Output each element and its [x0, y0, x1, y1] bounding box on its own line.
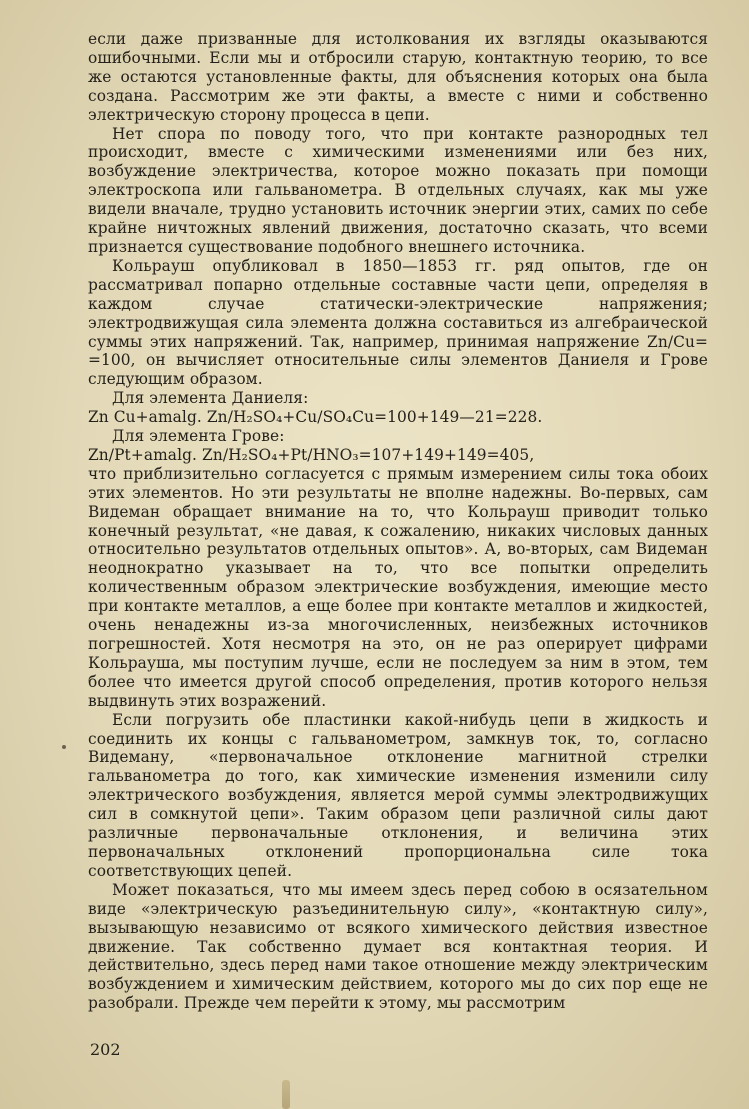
page-number: 202: [90, 1040, 121, 1059]
paragraph-6: Может показаться, что мы имеем здесь перед собою в осязательном виде «электрическую разъединительную силу», «контактную силу», вызывающую независимо от всякого химического действия известное движение. Так собственно думает вся контактная теория. И действительно, здесь перед нами такое отношение между электрическим возбуждением и химическим действием, которого мы до сих пор еще не разобрали. Прежде чем перейти к этому, мы рассмотрим: [88, 880, 708, 1013]
paper-tear: [282, 1080, 290, 1109]
margin-dot: [62, 745, 66, 749]
formula-label-daniell: Для элемента Даниеля:: [112, 389, 309, 408]
paragraph-3: Кольрауш опубликовал в 1850—1853 гг. ряд опытов, где он рассматривал попарно отдельные составные части цепи, определяя в каждом случае статически-электрические напряжения; электродвижущая сила элемента должна составиться из алгебраической суммы этих напряжений. Так, например, принимая напряжение Zn/Cu= =100, он вычисляет относительные силы элементов Даниеля и Грове следующим образом.: [88, 256, 708, 389]
formula-grove: Zn/Pt+amalg. Zn/H₂SO₄+Pt/HNO₃=107+149+149=405,: [88, 445, 535, 464]
paragraph-1: если даже призванные для истолкования их взгляды оказываются ошибочными. Если мы и отбросили старую, контактную теорию, то все же остаются установленные факты, для объяснения которых она была создана. Рассмотрим же эти факты, а вместе с ними и собственно электрическую сторону процесса в цепи.: [88, 30, 708, 124]
paragraph-4: что приблизительно согласуется с прямым измерением силы тока обоих этих элементов. Но эти результаты не вполне надежны. Во-первых, сам Видеман обращает внимание на то, что Кольрауш приводит только конечный результат, «не давая, к сожалению, никаких числовых данных относительно результатов отдельных опытов». А, во-вторых, сам Видеман неоднократно указывает на то, что все попытки определить количественным образом электрические возбуждения, имеющие место при контакте металлов, а еще более при контакте металлов и жидкостей, очень ненадежны из-за многочисленных, неизбежных источников погрешностей. Хотя несмотря на это, он не раз оперирует цифрами Кольрауша, мы поступим лучше, если не последуем за ним в этом, тем более что имеется другой способ определения, против которого нельзя выдвинуть этих возражений.: [88, 464, 708, 710]
paragraph-5: Если погрузить обе пластинки какой-нибудь цепи в жидкость и соединить их концы с гальванометром, замкнув ток, то, согласно Видеману, «первоначальное отклонение магнитной стрелки гальванометра до того, как химические изменения изменили силу электрического возбуждения, является мерой суммы электродвижущих сил в сомкнутой цепи». Таким образом цепи различной силы дают различные первоначальные отклонения, и величина этих первоначальных отклонений пропорциональна силе тока соответствующих цепей.: [88, 710, 708, 880]
formula-daniell: Zn Cu+amalg. Zn/H₂SO₄+Cu/SO₄Cu=100+149—21=228.: [88, 408, 543, 427]
page-text: [88, 30, 708, 1013]
paragraph-2: Нет спора по поводу того, что при контакте разнородных тел происходит, вместе с химическими изменениями или без них, возбуждение электричества, которое можно показать при помощи электроскопа или гальванометра. В отдельных случаях, как мы уже видели вначале, трудно установить источник энергии этих, самих по себе крайне ничтожных явлений движения, достаточно сказать, что всеми признается существование подобного внешнего источника.: [88, 124, 708, 256]
formula-label-grove: Для элемента Грове:: [112, 427, 285, 446]
